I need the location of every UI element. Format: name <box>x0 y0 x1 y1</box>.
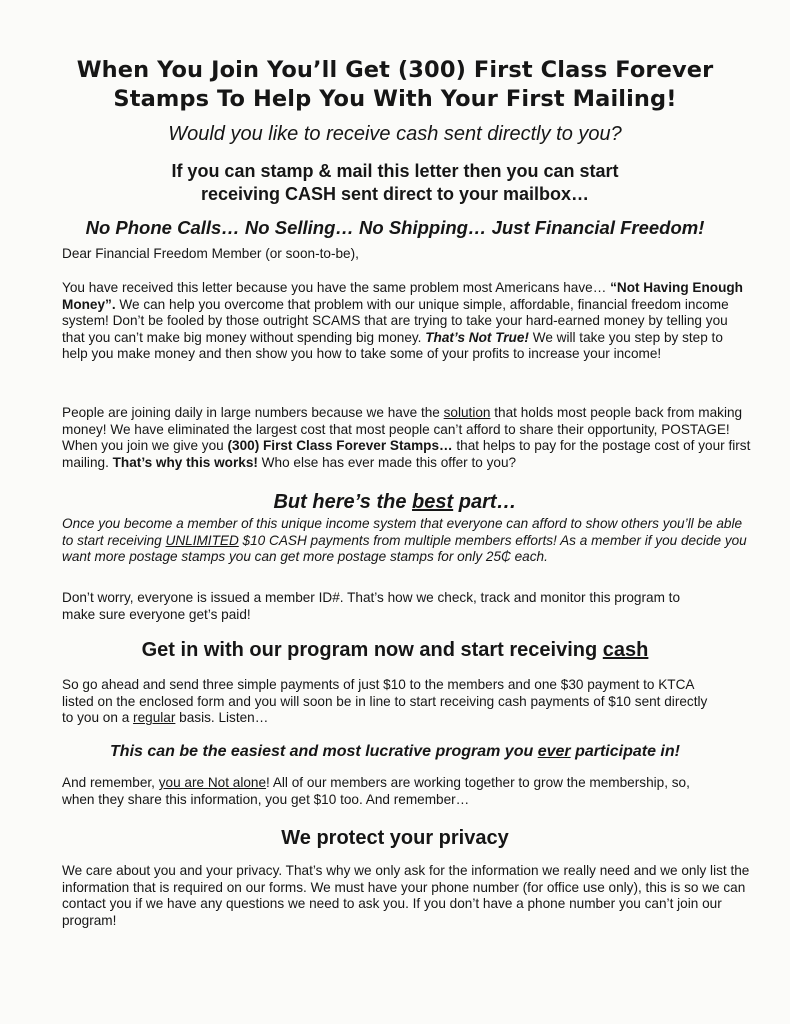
p2-emphasis-stamps: (300) First Class Forever Stamps… <box>227 438 453 454</box>
p1-emphasis-not-enough-money: “Not Having Enough Money”. <box>62 280 743 312</box>
p2-text-e: that helps to pay for the postage cost of your first mailing. <box>62 438 751 470</box>
p2-text-c: that holds most people back from making money! We have eliminated the largest cost that most people can’t afford to share their opportunity, POSTAGE! When you join we give you <box>62 405 743 454</box>
best-underlined: best <box>412 491 454 513</box>
easiest-ever-underlined: ever <box>537 743 571 760</box>
p1-text-a: You have received this letter because you have the same problem most Americans have… <box>62 280 611 295</box>
get-in-heading <box>40 638 750 662</box>
promise-line-1: If you can stamp & mail this letter then you can start <box>171 161 619 181</box>
p2-text-a: People are joining daily in large numbers because we have the <box>62 405 444 420</box>
p5-regular-underlined: regular <box>133 710 176 726</box>
paragraph-unlimited <box>62 516 752 566</box>
p6-not-alone-underlined: you are Not alone <box>158 775 267 790</box>
paragraph-not-enough-money <box>62 280 752 363</box>
p1-text-c: We can help you overcome that problem with our unique simple, affordable, financial freedom income system! Don’t be fooled by those outright SCAMS that are trying to take your hard-earned money by telling you that you can’t make big money without spending big money. <box>62 296 729 345</box>
promise-line-2: receiving CASH sent direct to your mailbox… <box>200 184 590 204</box>
p2-emphasis-why-works: That’s why this works! <box>112 454 258 470</box>
headline-line-2: Stamps To Help You With Your First Mailing! <box>113 86 677 112</box>
easiest-heading <box>40 742 750 762</box>
privacy-heading: We protect your privacy <box>281 827 509 849</box>
easiest-text-a: This can be the easiest and most lucrative program you <box>110 743 538 760</box>
headline-line-1: When You Join You’ll Get (300) First Class Forever <box>76 57 714 83</box>
best-text-a: But here’s the <box>273 491 413 513</box>
paragraph-solution <box>62 405 752 471</box>
p5-text-c: basis. Listen… <box>175 710 269 726</box>
paragraph-privacy: We care about you and your privacy. That’s why we only ask for the information we really need and we only list the information that is required on our forms. We must have your phone number (for office use only), this is so we can contact you if we have any questions we need to ask you. If you don’t have a phone number you can’t join our program! <box>62 863 750 928</box>
promise <box>40 160 750 206</box>
getin-cash-underlined: cash <box>602 639 649 661</box>
p6-text-a: And remember, <box>62 775 159 790</box>
best-part-heading <box>40 490 750 514</box>
salutation: Dear Financial Freedom Member (or soon-to-be), <box>62 246 359 261</box>
p6-text-c: ! All of our members are working together to grow the membership, so, when they share this information, you get $10 too. And remember… <box>62 775 690 807</box>
paragraph-not-alone <box>62 775 722 808</box>
p1-text-e: We will take you step by step to help you make money and then show you how to take some of your profits to increase your income! <box>62 329 723 362</box>
subhead: Would you like to receive cash sent directly to you? <box>168 123 622 145</box>
p3-unlimited-underlined: UNLIMITED <box>165 532 239 548</box>
tagline: No Phone Calls… No Selling… No Shipping… Just Financial Freedom! <box>85 217 705 238</box>
p3-text-c: $10 CASH payments from multiple members efforts! As a member if you decide you want more postage stamps you can get more postage stamps for only 25₵ each. <box>62 532 747 565</box>
getin-text-a: Get in with our program now and start receiving <box>141 639 603 661</box>
p5-text-a: So go ahead and send three simple payments of just $10 to the members and one $30 payment to KTCA listed on the enclosed form and you will soon be in line to start receiving cash payments of $10 sent directly to you on a <box>62 677 708 726</box>
paragraph-member-id: Don’t worry, everyone is issued a member ID#. That’s how we check, track and monitor this program to make sure everyone get’s paid! <box>62 590 681 622</box>
best-text-c: part… <box>453 491 517 513</box>
paragraph-payments <box>62 677 712 727</box>
p3-text-a: Once you become a member of this unique income system that everyone can afford to show others you’ll be able to start receiving <box>62 516 743 548</box>
p1-emphasis-not-true: That’s Not True! <box>425 329 529 345</box>
easiest-text-c: participate in! <box>570 743 680 760</box>
p2-solution-underlined: solution <box>443 405 491 420</box>
headline <box>40 56 750 114</box>
p2-text-g: Who else has ever made this offer to you? <box>257 454 517 470</box>
